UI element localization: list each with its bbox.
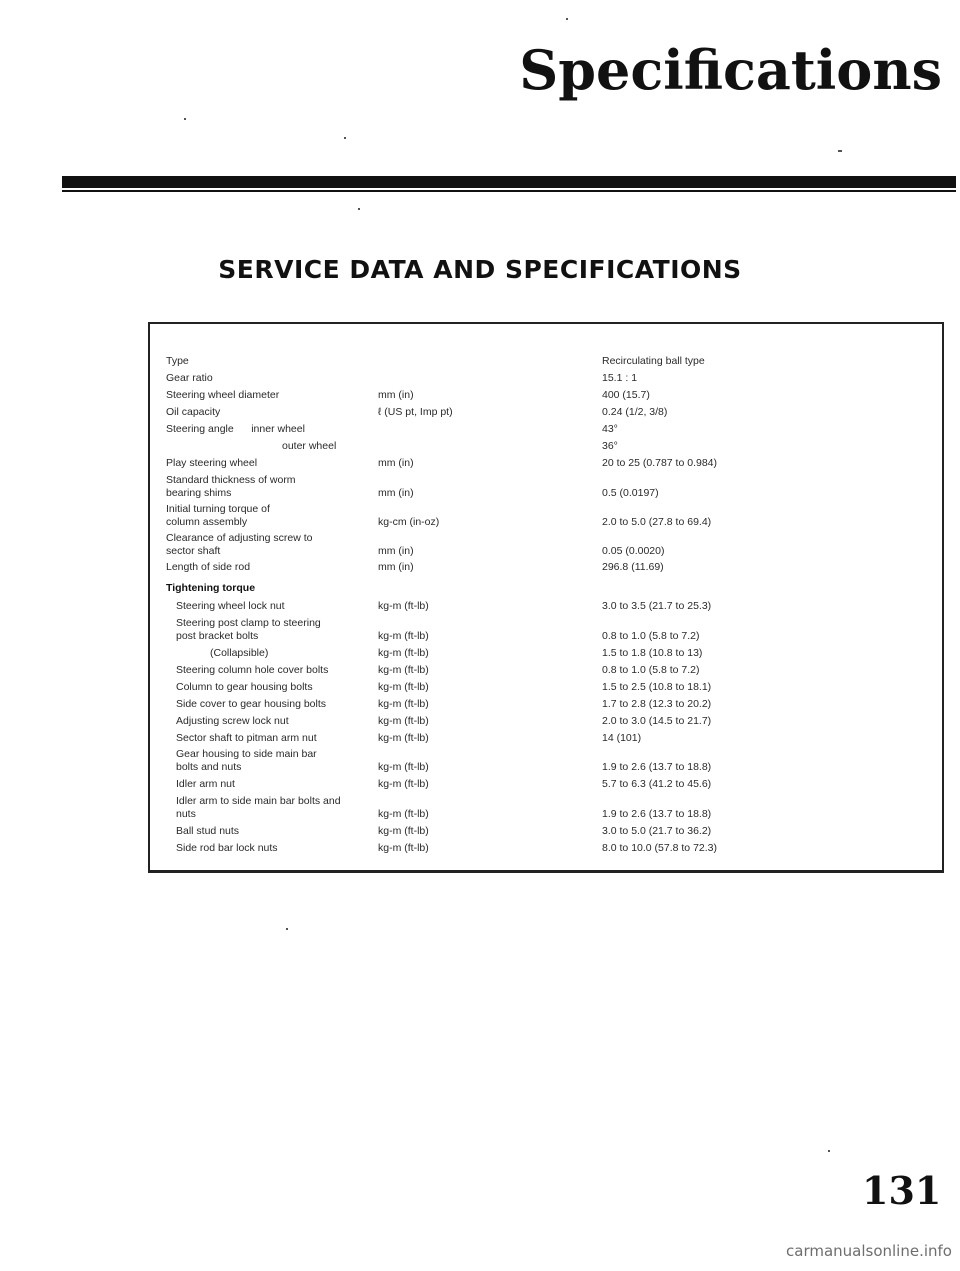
spec-unit: kg-m (ft-lb) <box>378 681 429 693</box>
spec-unit: kg-m (ft-lb) <box>378 600 429 612</box>
spec-value: 14 (101) <box>602 732 642 744</box>
spec-label: Play steering wheel <box>166 457 258 469</box>
spec-unit: kg-m (ft-lb) <box>378 825 429 837</box>
spec-unit: kg-m (ft-lb) <box>378 698 429 710</box>
scan-speck <box>344 137 346 139</box>
spec-value: 296.8 (11.69) <box>602 561 664 573</box>
spec-value: 3.0 to 5.0 (21.7 to 36.2) <box>602 825 712 837</box>
spec-value: 1.7 to 2.8 (12.3 to 20.2) <box>602 698 712 710</box>
spec-label: bearing shims <box>166 487 232 499</box>
scan-speck <box>828 1150 830 1152</box>
spec-unit: mm (in) <box>378 545 414 557</box>
scan-speck <box>184 118 186 120</box>
spec-unit: mm (in) <box>378 487 414 499</box>
spec-value: 1.5 to 2.5 (10.8 to 18.1) <box>602 681 712 693</box>
spec-label: Side rod bar lock nuts <box>176 842 278 854</box>
spec-label: Gear housing to side main bar <box>176 748 317 760</box>
spec-label: column assembly <box>166 516 248 528</box>
scan-speck <box>838 150 842 152</box>
spec-value: 5.7 to 6.3 (41.2 to 45.6) <box>602 778 712 790</box>
spec-label: sector shaft <box>166 545 221 557</box>
page-header-title: Specifications <box>519 38 942 102</box>
spec-label: Standard thickness of worm <box>166 474 296 486</box>
spec-label: outer wheel <box>282 440 337 452</box>
spec-unit: kg-m (ft-lb) <box>378 647 429 659</box>
spec-label: Steering wheel lock nut <box>176 600 285 612</box>
spec-value: 15.1 : 1 <box>602 372 638 384</box>
spec-label: Idler arm nut <box>176 778 235 790</box>
spec-value: 0.8 to 1.0 (5.8 to 7.2) <box>602 630 700 642</box>
spec-label: Steering post clamp to steering <box>176 617 321 629</box>
spec-unit: mm (in) <box>378 457 414 469</box>
spec-unit: mm (in) <box>378 561 414 573</box>
spec-unit: kg-m (ft-lb) <box>378 732 429 744</box>
spec-unit: kg-m (ft-lb) <box>378 664 429 676</box>
spec-label: Tightening torque <box>166 582 256 594</box>
specifications-table <box>148 322 944 873</box>
spec-value: 2.0 to 3.0 (14.5 to 21.7) <box>602 715 712 727</box>
spec-label: bolts and nuts <box>176 761 242 773</box>
header-rule-thin <box>62 190 956 192</box>
spec-unit: kg-cm (in-oz) <box>378 516 440 528</box>
scan-speck <box>566 18 568 20</box>
section-title: SERVICE DATA AND SPECIFICATIONS <box>218 255 742 284</box>
spec-unit: mm (in) <box>378 389 414 401</box>
spec-unit: kg-m (ft-lb) <box>378 630 429 642</box>
page-number: 131 <box>862 1168 942 1213</box>
spec-value: 1.9 to 2.6 (13.7 to 18.8) <box>602 808 712 820</box>
spec-unit: kg-m (ft-lb) <box>378 761 429 773</box>
spec-value: 36° <box>602 440 618 452</box>
spec-label: Steering column hole cover bolts <box>176 664 329 676</box>
scan-speck <box>358 208 360 210</box>
spec-label: Steering wheel diameter <box>166 389 280 401</box>
spec-value: 1.9 to 2.6 (13.7 to 18.8) <box>602 761 712 773</box>
header-rule-thick <box>62 176 956 188</box>
spec-value: 0.5 (0.0197) <box>602 487 659 499</box>
table-top-edge <box>148 322 944 323</box>
spec-label: Side cover to gear housing bolts <box>176 698 327 710</box>
watermark-text: carmanualsonline.info <box>786 1242 952 1260</box>
spec-label: Adjusting screw lock nut <box>176 715 289 727</box>
spec-label: Ball stud nuts <box>176 825 240 837</box>
spec-label: Length of side rod <box>166 561 251 573</box>
spec-value: 20 to 25 (0.787 to 0.984) <box>602 457 718 469</box>
spec-unit: kg-m (ft-lb) <box>378 808 429 820</box>
spec-label: post bracket bolts <box>176 630 259 642</box>
spec-label: (Collapsible) <box>210 647 269 659</box>
spec-value: 0.8 to 1.0 (5.8 to 7.2) <box>602 664 700 676</box>
spec-label: Clearance of adjusting screw to <box>166 532 313 544</box>
spec-label: Steering angle inner wheel <box>166 423 305 435</box>
spec-value: 400 (15.7) <box>602 389 650 401</box>
spec-label: Sector shaft to pitman arm nut <box>176 732 317 744</box>
spec-value: 1.5 to 1.8 (10.8 to 13) <box>602 647 703 659</box>
spec-value: 0.05 (0.0020) <box>602 545 665 557</box>
spec-unit: kg-m (ft-lb) <box>378 842 429 854</box>
spec-value: 3.0 to 3.5 (21.7 to 25.3) <box>602 600 712 612</box>
spec-unit: kg-m (ft-lb) <box>378 715 429 727</box>
spec-unit: kg-m (ft-lb) <box>378 778 429 790</box>
spec-unit: ℓ (US pt, Imp pt) <box>378 406 453 418</box>
spec-label: Gear ratio <box>166 372 213 384</box>
spec-value: Recirculating ball type <box>602 355 705 367</box>
spec-label: Idler arm to side main bar bolts and <box>176 795 341 807</box>
spec-value: 0.24 (1/2, 3/8) <box>602 406 668 418</box>
scan-speck <box>286 928 288 930</box>
spec-label: nuts <box>176 808 196 820</box>
spec-value: 8.0 to 10.0 (57.8 to 72.3) <box>602 842 717 854</box>
spec-label: Oil capacity <box>166 406 221 418</box>
spec-value: 43° <box>602 423 618 435</box>
spec-label: Initial turning torque of <box>166 503 270 515</box>
spec-label: Type <box>166 355 189 367</box>
spec-value: 2.0 to 5.0 (27.8 to 69.4) <box>602 516 712 528</box>
spec-label: Column to gear housing bolts <box>176 681 313 693</box>
